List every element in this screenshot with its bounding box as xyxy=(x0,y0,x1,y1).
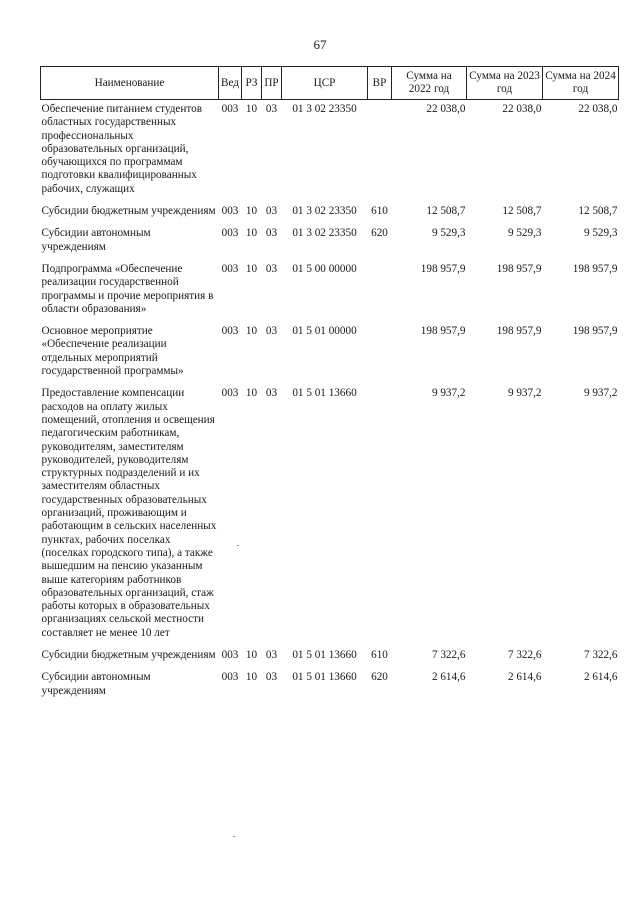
row-csr: 01 3 02 23350 xyxy=(292,227,357,240)
row-sum-2022: 198 957,9 xyxy=(420,262,466,275)
row-pr: 03 xyxy=(265,227,278,240)
table-row xyxy=(41,325,619,387)
scan-speck xyxy=(237,545,239,546)
table-row xyxy=(41,263,619,325)
row-sum-2023: 198 957,9 xyxy=(496,262,542,275)
row-sum-2023: 2 614,6 xyxy=(507,671,542,684)
row-csr: 01 5 01 13660 xyxy=(292,671,357,684)
table-header xyxy=(41,67,619,100)
row-rz: 10 xyxy=(245,103,258,115)
row-sum-2023: 22 038,0 xyxy=(502,103,542,115)
row-rz: 10 xyxy=(245,205,258,218)
row-pr: 03 xyxy=(265,648,278,661)
row-csr: 01 5 01 13660 xyxy=(292,387,357,400)
row-name: Обеспечение питанием студентов областных государственных профессиональных образовательных организаций, обучающихся по программам подготовки квалифицированных рабочих, служащих xyxy=(41,103,202,195)
table-row xyxy=(41,387,619,649)
row-ved: 003 xyxy=(221,262,239,275)
row-vr xyxy=(368,325,392,387)
header-name: Наименование xyxy=(41,67,219,100)
row-sum-2023: 198 957,9 xyxy=(496,325,542,338)
header-rz: РЗ xyxy=(242,67,262,100)
row-sum-2024: 9 937,2 xyxy=(583,387,618,400)
row-csr: 01 5 00 00000 xyxy=(292,262,357,275)
row-sum-2024: 9 529,3 xyxy=(583,227,618,240)
row-ved: 003 xyxy=(221,387,239,400)
row-ved: 003 xyxy=(221,227,239,240)
row-sum-2024: 12 508,7 xyxy=(578,205,618,218)
row-ved: 003 xyxy=(221,648,239,661)
row-rz: 10 xyxy=(245,387,258,400)
row-sum-2022: 12 508,7 xyxy=(426,205,466,218)
header-sum-2024: Сумма на 2024 год xyxy=(543,67,619,100)
row-sum-2024: 198 957,9 xyxy=(572,325,618,338)
row-vr xyxy=(368,387,392,649)
row-pr: 03 xyxy=(265,325,278,338)
row-vr: 620 xyxy=(371,671,388,684)
row-name: Субсидии бюджетным учреждениям xyxy=(41,648,216,661)
table-body xyxy=(41,100,619,707)
row-sum-2023: 9 937,2 xyxy=(507,387,542,400)
row-sum-2022: 9 529,3 xyxy=(431,227,466,240)
row-rz: 10 xyxy=(245,227,258,240)
table-row xyxy=(41,205,619,227)
row-sum-2024: 22 038,0 xyxy=(578,103,618,115)
row-sum-2024: 198 957,9 xyxy=(572,262,618,275)
row-name: Предоставление компенсации расходов на оплату жилых помещений, отопления и освещения педагогическим работникам, руководителям, заместителям руководителей, руководителям структурных подразделений и их заместителям областных государственных образовательных организаций, проживающим и работающим в сельских населенных пунктах, рабочих поселках (поселках городского типа), а также вышедшим на пенсию указанным выше категориям работников образовательных организаций, стаж работы которых в образовательных организациях сельской местности составляет не менее 10 лет xyxy=(41,387,217,639)
row-vr: 610 xyxy=(371,205,388,218)
budget-table xyxy=(40,66,619,707)
header-sum-2022: Сумма на 2022 год xyxy=(392,67,467,100)
row-sum-2024: 2 614,6 xyxy=(583,671,618,684)
table-row xyxy=(41,227,619,263)
row-sum-2023: 9 529,3 xyxy=(507,227,542,240)
row-sum-2023: 7 322,6 xyxy=(507,648,542,661)
row-sum-2022: 22 038,0 xyxy=(426,103,466,115)
header-pr: ПР xyxy=(262,67,282,100)
row-name: Субсидии автономным учреждениям xyxy=(41,227,151,253)
row-name: Субсидии бюджетным учреждениям xyxy=(41,205,216,218)
row-rz: 10 xyxy=(245,262,258,275)
row-ved: 003 xyxy=(221,671,239,684)
row-ved: 003 xyxy=(221,205,239,218)
row-name: Субсидии автономным учреждениям xyxy=(41,671,151,697)
header-vr: ВР xyxy=(368,67,392,100)
row-sum-2022: 2 614,6 xyxy=(431,671,466,684)
header-sum-2023: Сумма на 2023 год xyxy=(467,67,543,100)
header-csr: ЦСР xyxy=(282,67,368,100)
scan-speck xyxy=(233,836,235,837)
row-sum-2023: 12 508,7 xyxy=(502,205,542,218)
row-csr: 01 3 02 23350 xyxy=(292,205,357,218)
row-csr: 01 3 02 23350 xyxy=(292,103,357,115)
row-pr: 03 xyxy=(265,103,278,115)
row-csr: 01 5 01 00000 xyxy=(292,325,357,338)
row-pr: 03 xyxy=(265,671,278,684)
row-rz: 10 xyxy=(245,671,258,684)
row-ved: 003 xyxy=(221,325,239,338)
table-row xyxy=(41,100,619,206)
table-row xyxy=(41,649,619,671)
row-pr: 03 xyxy=(265,205,278,218)
page-number: 67 xyxy=(313,37,327,52)
row-sum-2022: 198 957,9 xyxy=(420,325,466,338)
row-sum-2024: 7 322,6 xyxy=(583,648,618,661)
row-rz: 10 xyxy=(245,325,258,338)
row-sum-2022: 9 937,2 xyxy=(431,387,466,400)
header-ved: Вед xyxy=(219,67,242,100)
table-row xyxy=(41,671,619,707)
row-ved: 003 xyxy=(221,103,239,115)
row-csr: 01 5 01 13660 xyxy=(292,648,357,661)
row-name: Подпрограмма «Обеспечение реализации государственной программы и прочие мероприятия в области образования» xyxy=(41,262,214,315)
row-pr: 03 xyxy=(265,387,278,400)
row-pr: 03 xyxy=(265,262,278,275)
row-vr xyxy=(368,263,392,325)
row-vr: 610 xyxy=(371,648,388,661)
row-vr: 620 xyxy=(371,227,388,240)
row-rz: 10 xyxy=(245,648,258,661)
row-vr xyxy=(368,100,392,206)
row-sum-2022: 7 322,6 xyxy=(431,648,466,661)
row-name: Основное мероприятие «Обеспечение реализации отдельных мероприятий государственной программы» xyxy=(41,325,184,378)
